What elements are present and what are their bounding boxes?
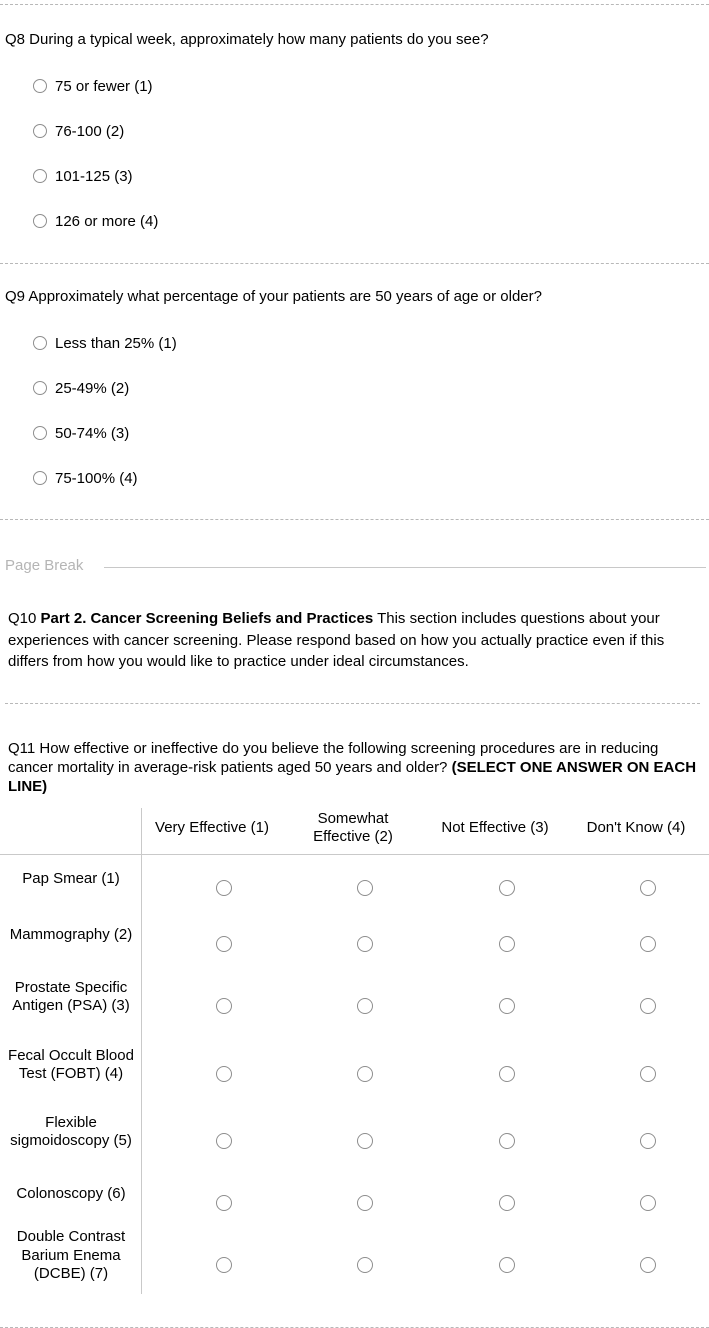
- matrix-row-label: Prostate Specific Antigen (PSA) (3): [12, 978, 130, 1014]
- option-label: 126 or more (4): [55, 212, 159, 230]
- option-label: 75 or fewer (1): [55, 77, 153, 95]
- radio-button[interactable]: [33, 471, 47, 485]
- q11-text: Q11 How effective or ineffective do you believe the following screening procedures are in reducing cancer mortality in average-risk patients aged 50 years and older?: [8, 740, 659, 776]
- matrix-cell-somewhat-effective[interactable]: [355, 1193, 375, 1213]
- radio-button[interactable]: [640, 1257, 656, 1273]
- radio-button[interactable]: [357, 880, 373, 896]
- matrix-cell-very-effective[interactable]: [214, 878, 234, 898]
- separator-q10-q11: [5, 703, 700, 704]
- separator-top: [0, 4, 709, 5]
- matrix-cell-not-effective[interactable]: [497, 1131, 517, 1151]
- column-header-very-effective: Very Effective (1): [155, 819, 269, 836]
- matrix-cell-dont-know[interactable]: [638, 878, 658, 898]
- radio-button[interactable]: [357, 998, 373, 1014]
- radio-button[interactable]: [640, 998, 656, 1014]
- matrix-cell-very-effective[interactable]: [214, 996, 234, 1016]
- option-label: 50-74% (3): [55, 424, 130, 442]
- matrix-cell-somewhat-effective[interactable]: [355, 1131, 375, 1151]
- matrix-cell-very-effective[interactable]: [214, 1193, 234, 1213]
- q9-option-1[interactable]: [33, 333, 177, 353]
- matrix-cell-very-effective[interactable]: [214, 1064, 234, 1084]
- radio-button[interactable]: [216, 1257, 232, 1273]
- matrix-cell-somewhat-effective[interactable]: [355, 878, 375, 898]
- q8-option-3[interactable]: [33, 166, 133, 186]
- q9-option-4[interactable]: [33, 468, 138, 488]
- radio-button[interactable]: [216, 998, 232, 1014]
- radio-button[interactable]: [216, 1133, 232, 1149]
- radio-button[interactable]: [640, 1066, 656, 1082]
- radio-button[interactable]: [216, 880, 232, 896]
- q10-intro: [8, 608, 698, 673]
- option-label: 101-125 (3): [55, 167, 133, 185]
- matrix-cell-somewhat-effective[interactable]: [355, 1064, 375, 1084]
- matrix-row-label: Fecal Occult Blood Test (FOBT) (4): [8, 1046, 134, 1082]
- radio-button[interactable]: [640, 880, 656, 896]
- q9-option-2[interactable]: [33, 378, 129, 398]
- radio-button[interactable]: [33, 124, 47, 138]
- separator-q8-q9: [0, 263, 709, 264]
- radio-button[interactable]: [499, 880, 515, 896]
- separator-q9-pagebreak: [0, 519, 709, 520]
- radio-button[interactable]: [499, 1257, 515, 1273]
- radio-button[interactable]: [357, 1257, 373, 1273]
- radio-button[interactable]: [640, 1133, 656, 1149]
- matrix-row-label: Pap Smear (1): [22, 869, 120, 887]
- matrix-cell-very-effective[interactable]: [214, 1255, 234, 1275]
- radio-button[interactable]: [499, 936, 515, 952]
- matrix-cell-dont-know[interactable]: [638, 996, 658, 1016]
- radio-button[interactable]: [33, 336, 47, 350]
- radio-button[interactable]: [357, 1195, 373, 1211]
- radio-button[interactable]: [33, 79, 47, 93]
- matrix-cell-not-effective[interactable]: [497, 878, 517, 898]
- radio-button[interactable]: [499, 998, 515, 1014]
- matrix-cell-dont-know[interactable]: [638, 1131, 658, 1151]
- radio-button[interactable]: [216, 1066, 232, 1082]
- radio-button[interactable]: [357, 1133, 373, 1149]
- radio-button[interactable]: [357, 936, 373, 952]
- matrix-row-label: Double Contrast Barium Enema (DCBE) (7): [16, 1228, 126, 1283]
- matrix-cell-not-effective[interactable]: [497, 996, 517, 1016]
- option-label: 76-100 (2): [55, 122, 125, 140]
- matrix-cell-dont-know[interactable]: [638, 1255, 658, 1275]
- q9-question: Q9 Approximately what percentage of your patients are 50 years of age or older?: [5, 288, 542, 305]
- table-row-header-divider: [141, 808, 142, 1294]
- matrix-cell-not-effective[interactable]: [497, 1064, 517, 1084]
- radio-button[interactable]: [33, 381, 47, 395]
- q8-question: Q8 During a typical week, approximately how many patients do you see?: [5, 31, 489, 48]
- q11-question: [8, 739, 698, 796]
- q8-option-1[interactable]: [33, 76, 153, 96]
- column-header-dont-know: Don't Know (4): [586, 819, 686, 836]
- matrix-cell-somewhat-effective[interactable]: [355, 934, 375, 954]
- radio-button[interactable]: [499, 1133, 515, 1149]
- column-header-not-effective: Not Effective (3): [441, 819, 549, 836]
- column-header-somewhat-effective: Somewhat Effective (2): [313, 810, 393, 845]
- matrix-cell-very-effective[interactable]: [214, 1131, 234, 1151]
- matrix-cell-somewhat-effective[interactable]: [355, 1255, 375, 1275]
- option-label: 25-49% (2): [55, 379, 130, 397]
- q10-section-title: Part 2. Cancer Screening Beliefs and Practices: [40, 610, 374, 627]
- matrix-cell-not-effective[interactable]: [497, 1255, 517, 1275]
- matrix-row-label: Mammography (2): [9, 925, 133, 943]
- radio-button[interactable]: [216, 936, 232, 952]
- radio-button[interactable]: [640, 936, 656, 952]
- matrix-cell-somewhat-effective[interactable]: [355, 996, 375, 1016]
- radio-button[interactable]: [33, 214, 47, 228]
- radio-button[interactable]: [33, 169, 47, 183]
- q11-instruction: (SELECT ONE ANSWER ON EACH LINE): [8, 759, 697, 795]
- matrix-cell-dont-know[interactable]: [638, 1064, 658, 1084]
- q9-option-3[interactable]: [33, 423, 129, 443]
- matrix-cell-dont-know[interactable]: [638, 1193, 658, 1213]
- radio-button[interactable]: [499, 1195, 515, 1211]
- option-label: Less than 25% (1): [55, 334, 177, 352]
- matrix-cell-very-effective[interactable]: [214, 934, 234, 954]
- page-break-label: Page Break: [5, 557, 84, 574]
- radio-button[interactable]: [33, 426, 47, 440]
- matrix-row-label: Colonoscopy (6): [16, 1184, 126, 1202]
- matrix-row-label: Flexible sigmoidoscopy (5): [10, 1113, 132, 1149]
- matrix-cell-not-effective[interactable]: [497, 1193, 517, 1213]
- q8-option-4[interactable]: [33, 211, 158, 231]
- radio-button[interactable]: [216, 1195, 232, 1211]
- option-label: 75-100% (4): [55, 469, 138, 487]
- matrix-cell-not-effective[interactable]: [497, 934, 517, 954]
- q10-description: This section includes questions about your experiences with cancer screening. Please respond based on how you actually practice even if this differs from how you would like to practice under ideal circumstances.: [8, 610, 665, 670]
- page-break-line: [104, 567, 706, 568]
- radio-button[interactable]: [357, 1066, 373, 1082]
- radio-button[interactable]: [499, 1066, 515, 1082]
- radio-button[interactable]: [640, 1195, 656, 1211]
- q8-option-2[interactable]: [33, 121, 124, 141]
- q10-prefix: Q10: [8, 610, 41, 627]
- matrix-cell-dont-know[interactable]: [638, 934, 658, 954]
